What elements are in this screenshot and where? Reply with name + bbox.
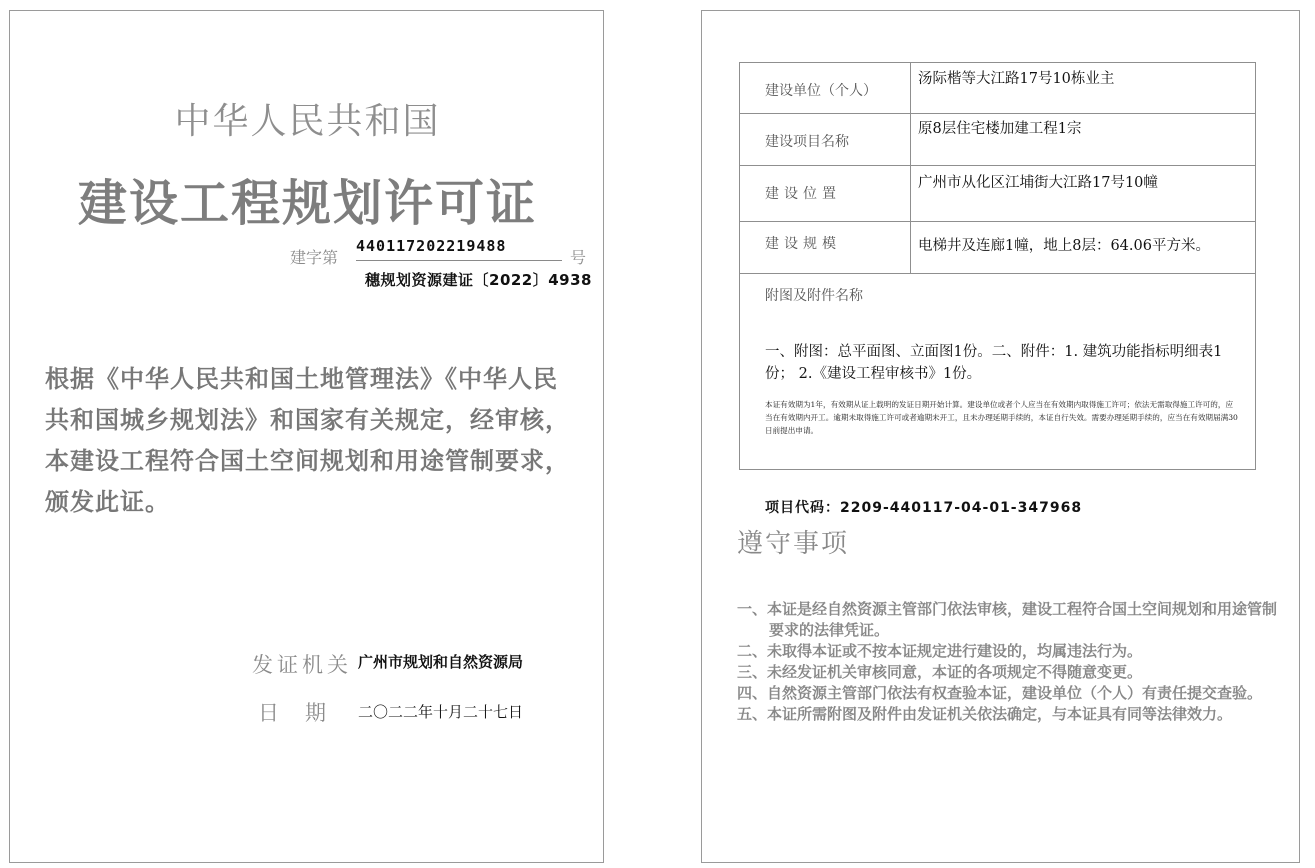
row-value: 电梯井及连廊1幢，地上8层：64.06平方米。: [918, 238, 1210, 254]
row-value: 汤际楷等大江路17号10栋业主: [918, 71, 1115, 87]
row-label: 建设规模: [765, 236, 841, 252]
certificate-cover-page: [9, 10, 604, 863]
project-code: 项目代码：2209-440117-04-01-347968: [765, 500, 1083, 516]
permit-suffix: 号: [570, 248, 587, 267]
attachments-label: 附图及附件名称: [765, 288, 863, 304]
issuer-value: 广州市规划和自然资源局: [358, 653, 524, 671]
notice-item: 四、自然资源主管部门依法有权查验本证，建设单位（个人）有责任提交查验。: [737, 684, 1263, 702]
notice-item: 二、未取得本证或不按本证规定进行建设的，均属违法行为。: [737, 642, 1143, 660]
issuer-label: 发证机关: [252, 653, 352, 677]
row-label-cell: [740, 113, 911, 165]
row-value: 广州市从化区江埔街大江路17号10幢: [918, 175, 1158, 191]
validity-note: 本证有效期为1年，有效期从证上载明的发证日期开始计算。建设单位或者个人应当在有效期内取得施工许可；依法无需取得施工许可的，应当在有效期内开工。逾期未取得施工许可或者逾期未开工，且未办理延期手续的，本证自行失效。需要办理延期手续的，应当在有效期届满30日前提出申请。: [765, 400, 1238, 435]
row-label-cell: [740, 221, 911, 273]
permit-number: 440117202219488: [356, 237, 507, 255]
permit-number-line: [290, 235, 590, 265]
row-label: 建设项目名称: [765, 134, 849, 150]
notice-item: 一、本证是经自然资源主管部门依法审核，建设工程符合国土空间规划和用途管制要求的法律凭证。: [737, 600, 1278, 639]
country-name: 中华人民共和国: [174, 101, 441, 142]
notice-title: 遵守事项: [737, 529, 850, 559]
notice-item: 五、本证所需附图及附件由发证机关依法确定，与本证具有同等法律效力。: [737, 705, 1233, 723]
date-label: 日期: [258, 701, 352, 725]
row-label-cell: [740, 165, 911, 221]
row-label: 建设位置: [765, 186, 841, 202]
project-info-table: [739, 62, 1256, 470]
date-value: 二〇二二年十月二十七日: [358, 703, 524, 721]
table-row: [740, 165, 1255, 222]
table-row: [740, 221, 1255, 274]
certificate-title: 建设工程规划许可证: [77, 175, 537, 232]
row-label-cell: [740, 63, 911, 113]
table-row: [740, 113, 1255, 166]
notice-list: [737, 599, 1277, 725]
attachments-text: 一、附图：总平面图、立面图1份。二、附件：1. 建筑功能指标明细表1份； 2.《建设工程审核书》1份。: [765, 344, 1223, 382]
row-value: 原8层住宅楼加建工程1宗: [918, 121, 1082, 137]
permit-underline: [356, 260, 562, 261]
certificate-detail-page: [701, 10, 1300, 863]
legal-basis-text: 根据《中华人民共和国土地管理法》《中华人民共和国城乡规划法》和国家有关规定，经审核，本建设工程符合国土空间规划和用途管制要求，颁发此证。: [45, 365, 570, 516]
table-row: [740, 63, 1255, 114]
sui-permit-number: 穗规划资源建证〔2022〕4938: [365, 271, 592, 289]
row-label: 建设单位（个人）: [765, 83, 877, 99]
notice-item: 三、未经发证机关审核同意，本证的各项规定不得随意变更。: [737, 663, 1143, 681]
permit-prefix: 建字第: [290, 248, 339, 267]
